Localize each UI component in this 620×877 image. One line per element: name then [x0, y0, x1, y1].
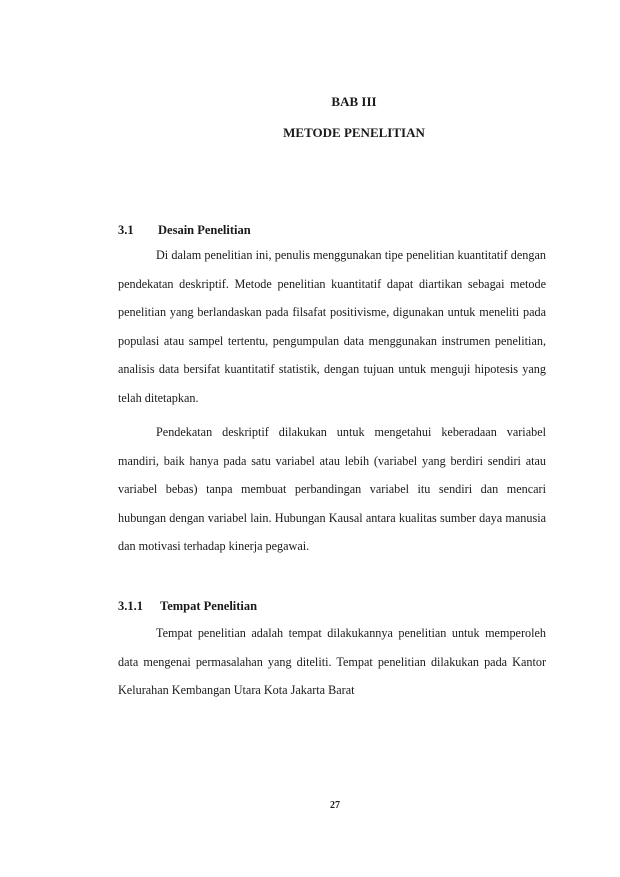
page-number: 27 [330, 800, 340, 811]
section-paragraph-2: Pendekatan deskriptif dilakukan untuk mengetahui keberadaan variabel mandiri, baik hanya pada satu variabel atau lebih (variabel yang berdiri sendiri atau variabel bebas) tanpa membuat perbandingan variabel itu sendiri dan mencari hubungan dengan variabel lain. Hubungan Kausal antara kualitas sumber daya manusia dan motivasi terhadap kinerja pegawai. [118, 425, 546, 554]
subsection-title: Tempat Penelitian [160, 599, 258, 613]
chapter-title: METODE PENELITIAN [283, 125, 425, 140]
subsection-heading [118, 599, 258, 614]
chapter-number: BAB III [331, 94, 377, 109]
subsection-number: 3.1.1 [118, 599, 143, 613]
subsection-paragraph: Tempat penelitian adalah tempat dilakukannya penelitian untuk memperoleh data mengenai permasalahan yang diteliti. Tempat penelitian dilakukan pada Kantor Kelurahan Kembangan Utara Kota Jakarta Barat [118, 626, 546, 698]
section-number: 3.1 [118, 223, 134, 237]
section-title: Desain Penelitian [158, 223, 251, 237]
section-paragraph-1: Di dalam penelitian ini, penulis menggunakan tipe penelitian kuantitatif dengan pendekatan deskriptif. Metode penelitian kuantitatif dapat diartikan sebagai metode penelitian yang berlandaskan pada filsafat positivisme, digunakan untuk meneliti pada populasi atau sampel tertentu, pengumpulan data menggunakan instrumen penelitian, analisis data bersifat kuantitatif statistik, dengan tujuan untuk menguji hipotesis yang telah ditetapkan. [118, 248, 546, 405]
section-heading [118, 223, 251, 238]
